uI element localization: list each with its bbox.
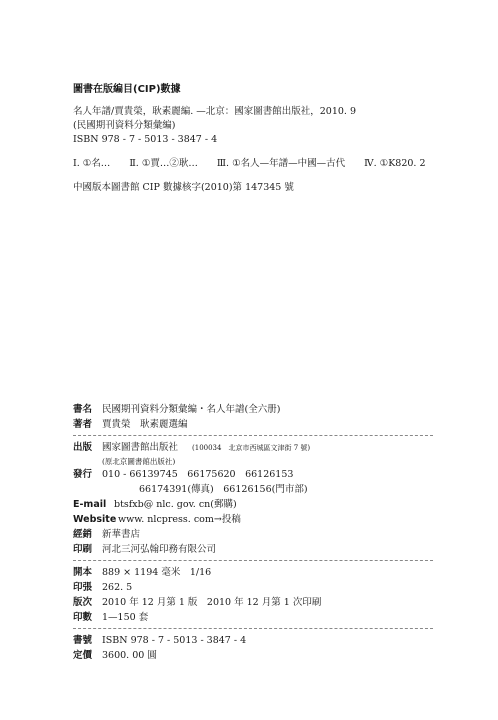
- cip-title: 圖書在版編目(CIP)數據: [73, 84, 181, 95]
- publisher-address: (100034 北京市西城區文津街 7 號): [192, 444, 311, 452]
- price-label: 定價: [73, 650, 93, 661]
- cip-isbn-line: ISBN 978 - 7 - 5013 - 3847 - 4: [73, 134, 218, 145]
- title-row: [73, 402, 433, 417]
- publisher-former-name: (原北京圖書館出版社): [102, 457, 176, 466]
- copies-label: 印數: [73, 612, 93, 623]
- cip-class-3: Ⅲ. ①名人—年譜—中國—古代: [216, 158, 346, 169]
- seller-label: 經銷: [73, 529, 93, 540]
- title-label: 書名: [73, 404, 93, 415]
- cip-record-number: 中國版本圖書館 CIP 數據核字(2010)第 147345 號: [73, 182, 294, 193]
- seller-value: 新華書店: [102, 529, 141, 540]
- cip-block: [73, 80, 483, 195]
- copies-value: 1—150 套: [102, 612, 149, 623]
- sheets-label: 印張: [73, 582, 93, 593]
- distribution-phones: 010 - 66139745 66175620 66126153: [102, 469, 294, 480]
- author-value: 賈貴榮 耿素麗選編: [102, 419, 188, 430]
- distribution-row-2: [73, 482, 433, 497]
- divider: [73, 560, 433, 561]
- format-row: [73, 565, 433, 580]
- author-row: [73, 417, 433, 432]
- cip-class-4: Ⅳ. ①K820. 2: [364, 158, 426, 169]
- printer-label: 印刷: [73, 544, 93, 555]
- printer-row: [73, 542, 433, 557]
- distribution-row: [73, 467, 433, 482]
- edition-label: 版次: [73, 597, 93, 608]
- publisher-value: 國家圖書館出版社: [102, 442, 179, 453]
- divider: [73, 435, 433, 436]
- distribution-label: 發行: [73, 469, 93, 480]
- cip-class-1: Ⅰ. ①名…: [73, 158, 111, 169]
- cip-classification-line: [73, 157, 483, 171]
- sheets-value: 262. 5: [102, 582, 133, 593]
- divider: [73, 628, 433, 629]
- cip-catalog-line: 名人年譜/賈貴榮，耿素麗編. —北京：國家圖書館出版社，2010. 9: [73, 106, 357, 117]
- distribution-fax: 66174391(傳真) 66126156(門市部): [139, 484, 308, 495]
- format-value: 889 × 1194 毫米 1/16: [102, 567, 212, 578]
- email-value: btsfxb@ nlc. gov. cn(郵購): [114, 499, 237, 510]
- website-value: www. nlcpress. com→投稿: [118, 514, 241, 525]
- price-row: [73, 648, 433, 663]
- edition-value: 2010 年 12 月第 1 版 2010 年 12 月第 1 次印刷: [102, 597, 322, 608]
- isbn-value: ISBN 978 - 7 - 5013 - 3847 - 4: [102, 635, 247, 646]
- author-label: 著者: [73, 419, 93, 430]
- format-label: 開本: [73, 567, 93, 578]
- website-label: Website: [73, 514, 117, 525]
- cip-class-2: Ⅱ. ①賈…②耿…: [129, 158, 198, 169]
- price-value: 3600. 00 圓: [102, 650, 157, 661]
- website-row: [73, 512, 433, 527]
- title-value: 民國期刊資料分類彙編・名人年譜(全六册): [102, 404, 281, 415]
- sheets-row: [73, 580, 433, 595]
- email-row: [73, 497, 433, 512]
- cip-series-line: (民國期刊資料分類彙編): [73, 120, 176, 131]
- publication-info: [73, 402, 433, 663]
- edition-row: [73, 595, 433, 610]
- copies-row: [73, 610, 433, 625]
- email-label: E-mail: [73, 499, 107, 510]
- isbn-row: [73, 633, 433, 648]
- printer-value: 河北三河弘翰印務有限公司: [102, 544, 217, 555]
- seller-row: [73, 527, 433, 542]
- publisher-label: 出版: [73, 442, 93, 453]
- isbn-label: 書號: [73, 635, 93, 646]
- publisher-row: [73, 440, 433, 456]
